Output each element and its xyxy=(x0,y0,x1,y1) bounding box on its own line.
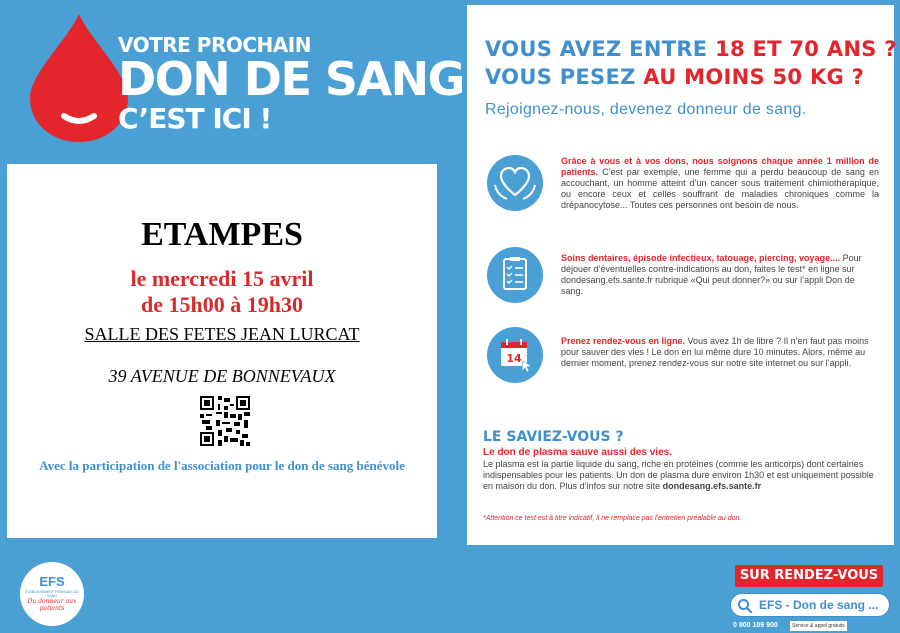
plasma-site-link[interactable]: dondesang.efs.sante.fr xyxy=(662,481,762,491)
heart-hands-icon xyxy=(487,155,543,211)
event-date-day: le mercredi 15 avril xyxy=(130,266,314,291)
eligibility-weight-highlight: AU MOINS 50 KG ? xyxy=(643,65,865,89)
calendar-icon xyxy=(487,327,543,383)
eligibility-weight-prefix: VOUS PESEZ xyxy=(485,65,636,89)
plasma-subtitle: Le don de plasma sauve aussi des vies. xyxy=(483,447,672,458)
event-city: ETAMPES xyxy=(141,216,303,253)
checklist-icon xyxy=(487,247,543,303)
info-title: LE SAVIEZ-VOUS ? xyxy=(483,429,624,445)
footnote: *Attention ce test est à titre indicatif, il ne remplace pas l’entretien préalable au don. xyxy=(483,515,742,522)
event-address: 39 AVENUE DE BONNEVAUX xyxy=(108,366,336,386)
appointment-paragraph-text: Vous avez 1h de libre ? Il n’en faut pas moins pour sauver des vies ! Le don en lui même dure 10 minutes. Alors, même au dernier moment, prenez rendez-vous sur notre site internet ou sur l’appli. xyxy=(561,336,869,368)
headline-line1: VOTRE PROCHAIN xyxy=(118,33,311,57)
event-venue xyxy=(7,324,437,345)
event-date xyxy=(7,266,437,318)
headline-line2: DON DE SANG xyxy=(118,52,464,106)
efs-logo xyxy=(20,562,84,626)
free-call-badge: Service & appel gratuits xyxy=(792,623,845,629)
search-text: EFS - Don de sang ... xyxy=(759,598,879,612)
patients-paragraph-lead: Grâce à vous et à vos dons, nous soignons chaque année 1 million de patients. xyxy=(561,156,879,177)
efs-logo-motto: Du donneur aux patients xyxy=(27,598,77,612)
headline xyxy=(118,34,464,136)
search-bar[interactable] xyxy=(730,593,890,617)
phone-number[interactable]: 0 800 109 900 xyxy=(733,622,778,629)
appointment-paragraph-lead: Prenez rendez-vous en ligne. xyxy=(561,336,686,346)
event-date-hours: de 15h00 à 19h30 xyxy=(141,292,303,317)
headline-line3: C’EST ICI ! xyxy=(118,102,272,135)
qr-code-icon[interactable] xyxy=(200,396,250,446)
event-venue-text: SALLE DES FETES JEAN LURCAT xyxy=(84,324,360,344)
calendar-day: 14 xyxy=(506,352,522,365)
patients-paragraph-text: C’est par exemple, une femme qui a perdu beaucoup de sang en accouchant, un homme atteint d’un cancer sous traitement chimiothérapique, ou encore ceux et celles souffrant de maladies chroniques comme la drépanocytose... Toutes ces personnes ont besoin de nous. xyxy=(561,167,879,210)
info-card xyxy=(467,5,897,545)
search-icon xyxy=(737,598,753,614)
patients-paragraph xyxy=(561,156,879,211)
appointment-banner: SUR RENDEZ-VOUS xyxy=(735,565,883,587)
join-tagline: Rejoignez-nous, devenez donneur de sang. xyxy=(485,101,807,118)
event-card xyxy=(7,164,437,538)
eligibility-weight xyxy=(485,65,864,89)
efs-logo-name: EFS xyxy=(39,574,65,589)
efs-logo-subtitle: ÉTABLISSEMENT FRANÇAIS DU SANG xyxy=(25,590,79,598)
eligibility-age-highlight: 18 ET 70 ANS ? xyxy=(715,37,897,61)
eligibility-age-prefix: VOUS AVEZ ENTRE xyxy=(485,37,708,61)
plasma-paragraph xyxy=(483,459,883,492)
contraindications-paragraph xyxy=(561,253,879,297)
blood-drop-logo xyxy=(26,12,132,144)
eligibility-age xyxy=(485,37,897,61)
plasma-text: Le plasma est la partie liquide du sang, riche en protéines (comme les anticorps) dont certaines indispensables pour les patients. Un don de plasma dure environ 1h30 et est uniquement possible en maison du don. Plus d’infos sur notre site xyxy=(483,459,874,491)
appointment-paragraph xyxy=(561,336,879,369)
contraindications-paragraph-lead: Soins dentaires, épisode infectieux, tatouage, piercing, voyage.... xyxy=(561,253,841,263)
contraindications-paragraph-text: Pour déjouer d’éventuelles contre-indications au don, faites le test* en ligne sur dondesang.efs.sante.fr rubrique «Qui peut donner?» ou sur l’appli Don de sang. xyxy=(561,253,862,296)
association-note: Avec la participation de l'association pour le don de sang bénévole xyxy=(39,458,405,473)
